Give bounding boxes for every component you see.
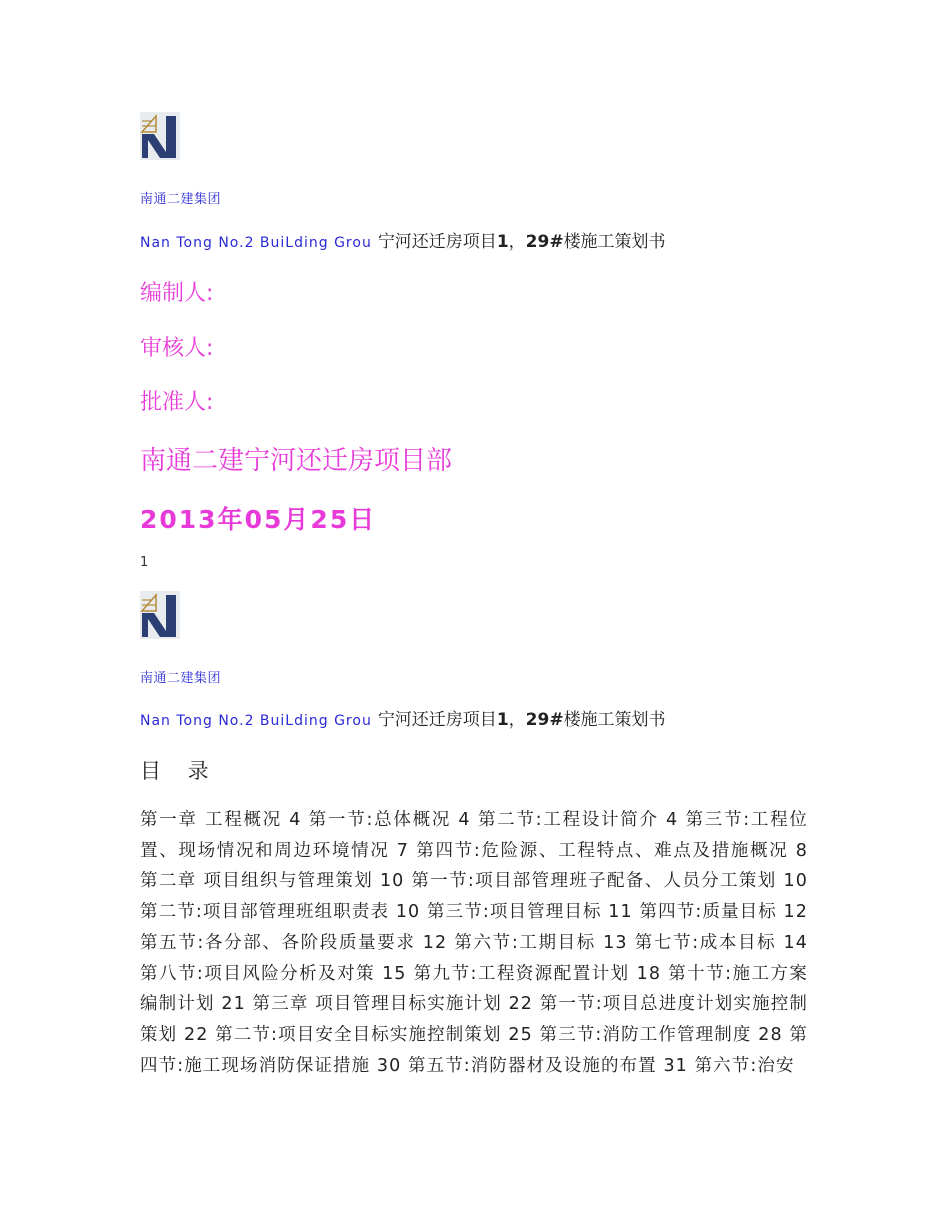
title-num2: 29# — [525, 232, 564, 252]
title-num1: 1 — [496, 232, 509, 252]
company-logo-icon — [140, 591, 180, 639]
company-name-cn: 南通二建集团 — [140, 671, 222, 686]
page-number: 1 — [140, 555, 149, 570]
approver-label: 批准人: — [140, 390, 214, 415]
title-part2: 楼施工策划书 — [563, 710, 666, 730]
title-part1: 宁河还迁房项目 — [377, 232, 497, 252]
date-month-unit: 月 — [283, 505, 311, 534]
title-sep: ， — [508, 232, 526, 252]
company-logo-icon — [140, 112, 180, 160]
document-title-line — [140, 705, 666, 730]
reviewer-label: 审核人: — [140, 336, 214, 361]
cover-date — [140, 500, 376, 536]
title-part1: 宁河还迁房项目 — [377, 710, 497, 730]
date-year: 2013 — [140, 505, 218, 534]
title-sep: ， — [508, 710, 526, 730]
toc-heading: 目 录 — [140, 759, 219, 783]
toc-body: 第一章 工程概况 4 第一节:总体概况 4 第二节:工程设计简介 4 第三节:工程位置、现场情况和周边环境情况 7 第四节:危险源、工程特点、难点及措施概况 8 第二章 项目组织与管理策划 10 第一节:项目部管理班子配备、人员分工策划 10 第二节:项目部管理班组职责表 10 第三节:项目管理目标 11 第四节:质量目标 12 第五节:各分部、各阶段质量要求 12 第六节:工期目标 13 第七节:成本目标 14 第八节:项目风险分析及对策 15 第九节:工程资源配置计划 18 第十节:施工方案编制计划 21 第三章 项目管理目标实施计划 22 第一节:项目总进度计划实施控制策划 22 第二节:项目安全目标实施控制策划 25 第三节:消防工作管理制度 28 第四节:施工现场消防保证措施 30 第五节:消防器材及设施的布置 31 第六节:治安 — [140, 810, 808, 1076]
date-day-unit: 日 — [349, 505, 377, 534]
compiler-label: 编制人: — [140, 281, 214, 306]
company-name-en: Nan Tong No.2 BuiLding Grou — [140, 235, 372, 251]
company-name-cn: 南通二建集团 — [140, 192, 222, 207]
title-part2: 楼施工策划书 — [563, 232, 666, 252]
date-day: 25 — [310, 505, 350, 534]
date-year-unit: 年 — [217, 505, 245, 534]
document-title-line — [140, 227, 666, 252]
title-num2: 29# — [525, 710, 564, 730]
title-num1: 1 — [496, 710, 509, 730]
department-name: 南通二建宁河还迁房项目部 — [140, 446, 453, 476]
company-name-en: Nan Tong No.2 BuiLding Grou — [140, 713, 372, 729]
date-month: 05 — [244, 505, 284, 534]
